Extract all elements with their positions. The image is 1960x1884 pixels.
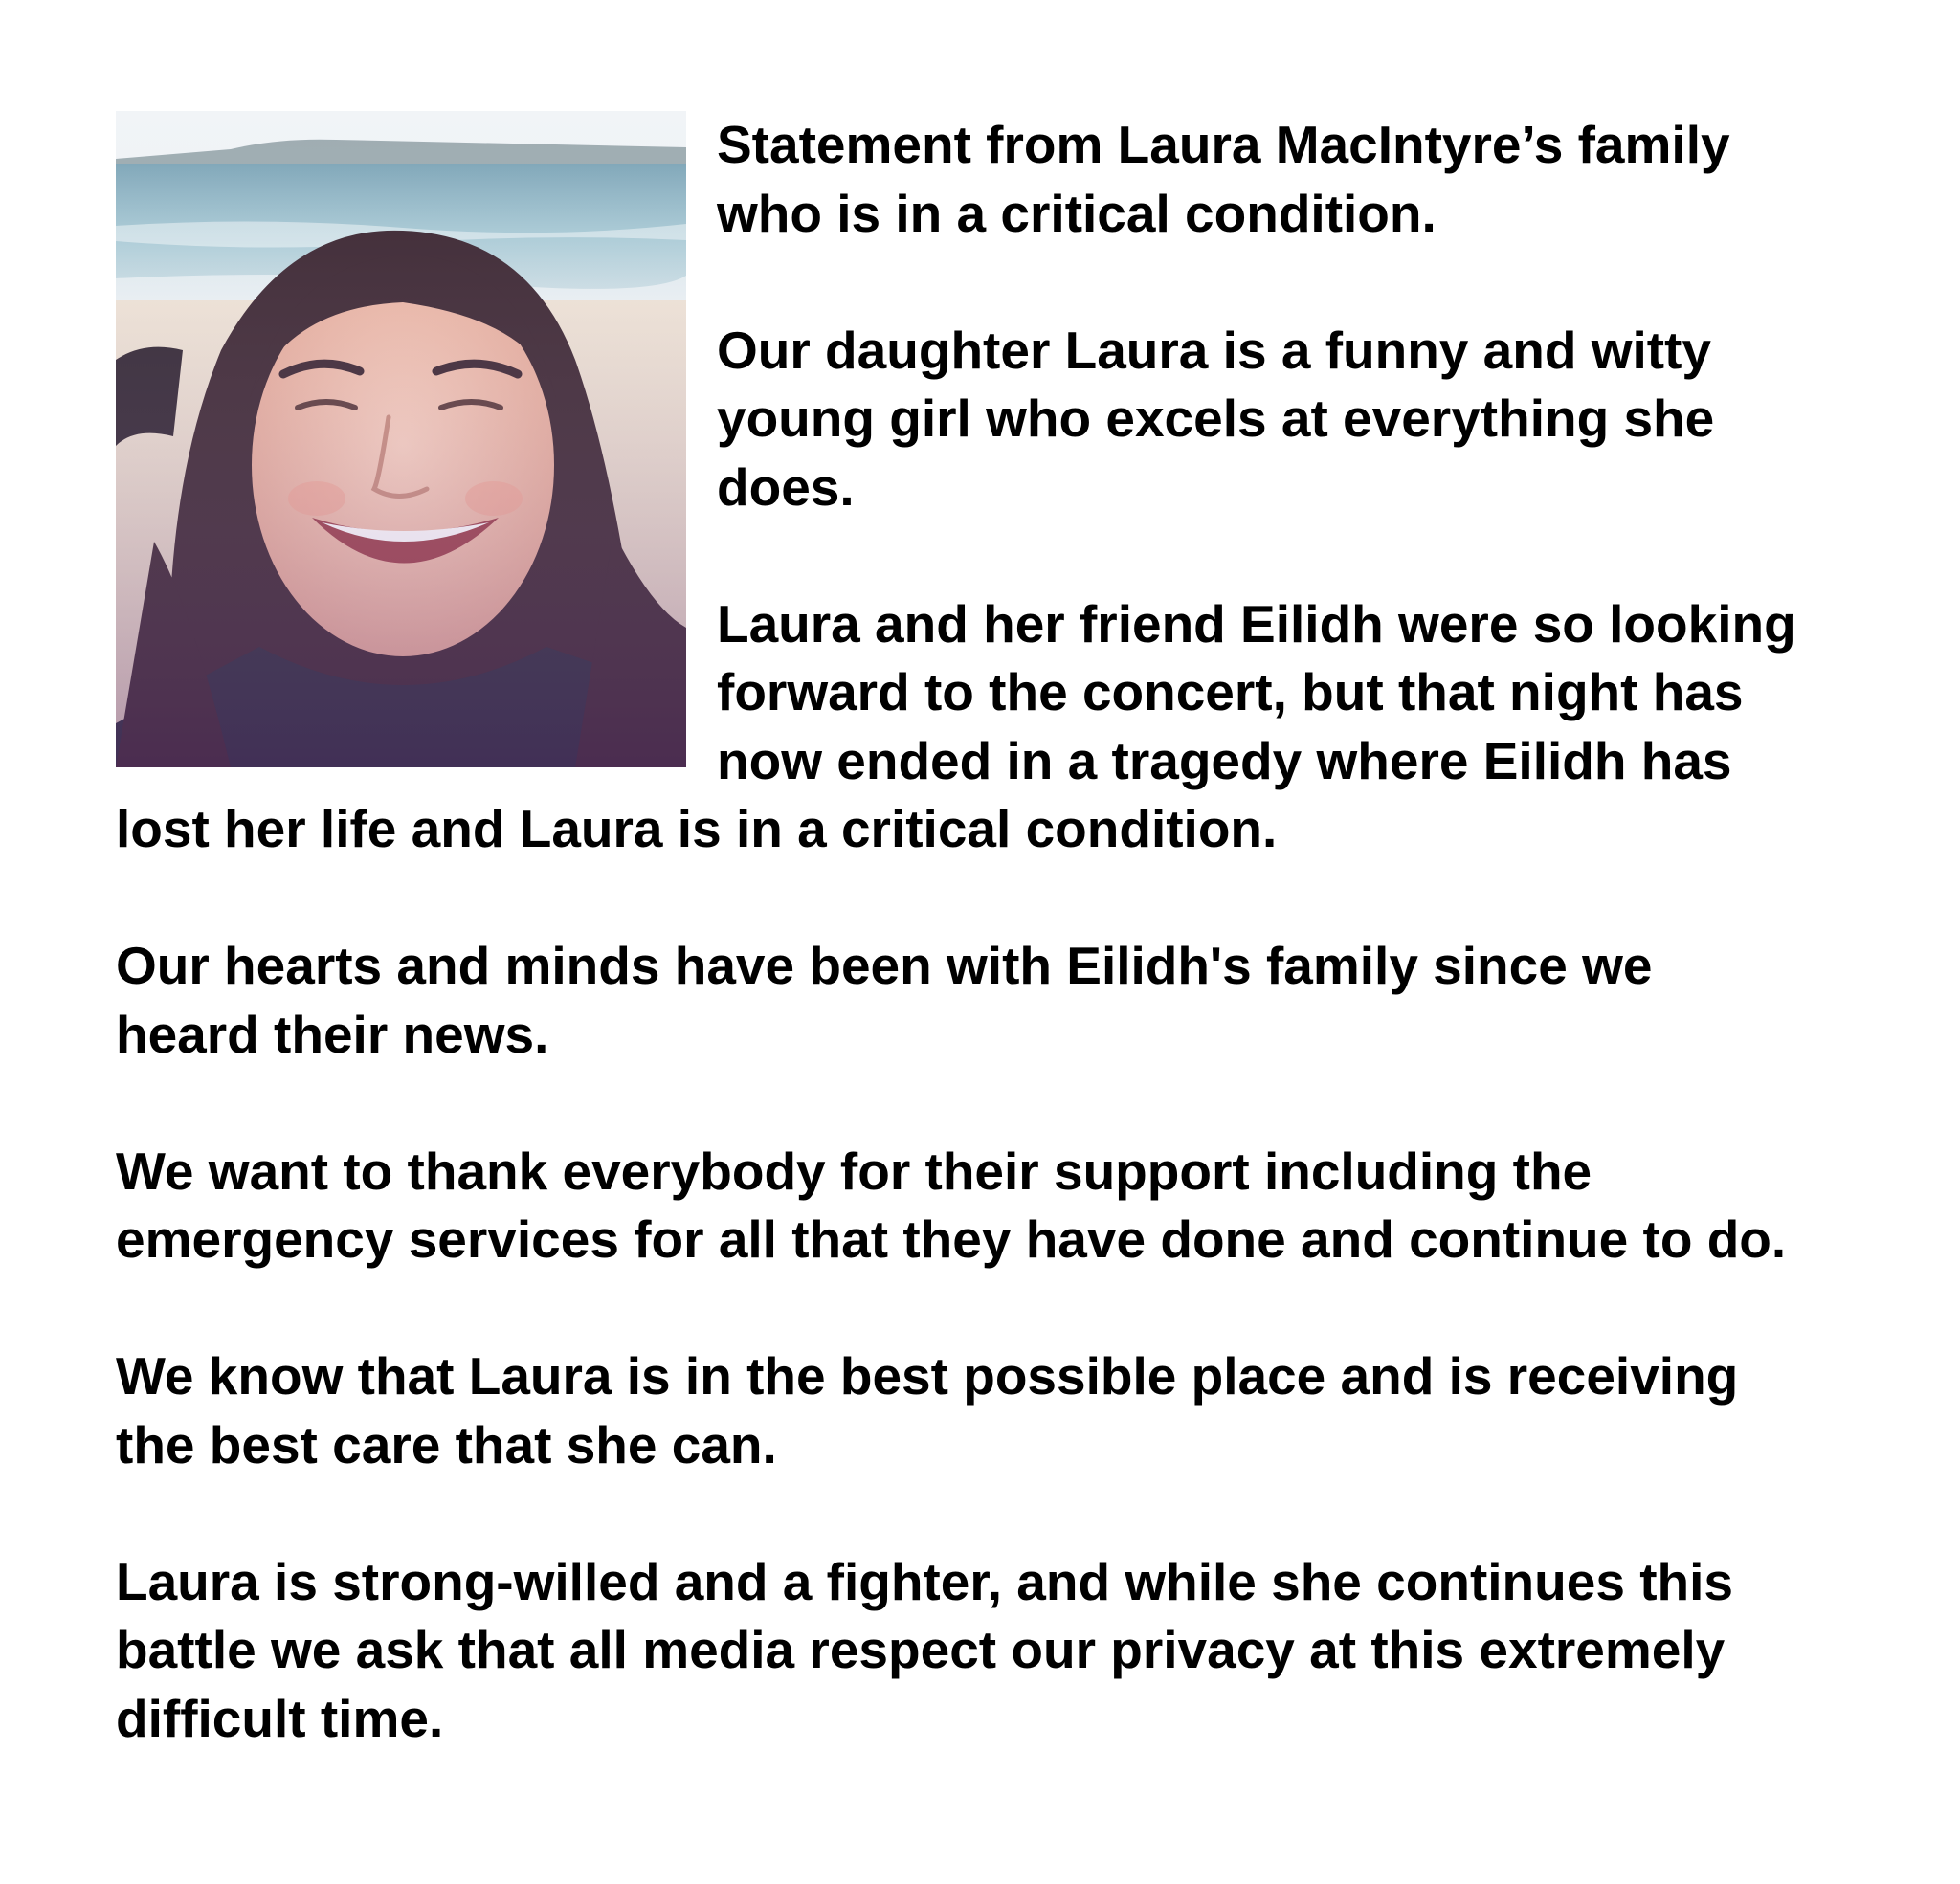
laura-photo: [116, 111, 686, 767]
statement-document: [116, 111, 1934, 1753]
paragraph-daughter: Our daughter Laura is a funny and witty young girl who excels at everything she does.: [717, 320, 1715, 517]
paragraph-privacy: Laura is strong-willed and a fighter, and while she continues this battle we ask that all media respect our privacy at this extremely difficult time.: [116, 1551, 1733, 1748]
paragraph-hearts: Our hearts and minds have been with Eilidh's family since we heard their news.: [116, 936, 1653, 1064]
paragraph-care: We know that Laura is in the best possible place and is receiving the best care that she can.: [116, 1346, 1739, 1474]
portrait-image: [116, 111, 686, 767]
paragraph-thanks: We want to thank everybody for their support including the emergency services for all that they have done and continue to do.: [116, 1141, 1787, 1269]
statement-heading: Statement from Laura MacIntyre’s family who is in a critical condition.: [717, 115, 1730, 243]
paragraph-concert: Laura and her friend Eilidh were so looking forward to the concert, but that night has now ended in a tragedy where Eilidh has lost her life and Laura is in a critical condition.: [116, 593, 1796, 858]
